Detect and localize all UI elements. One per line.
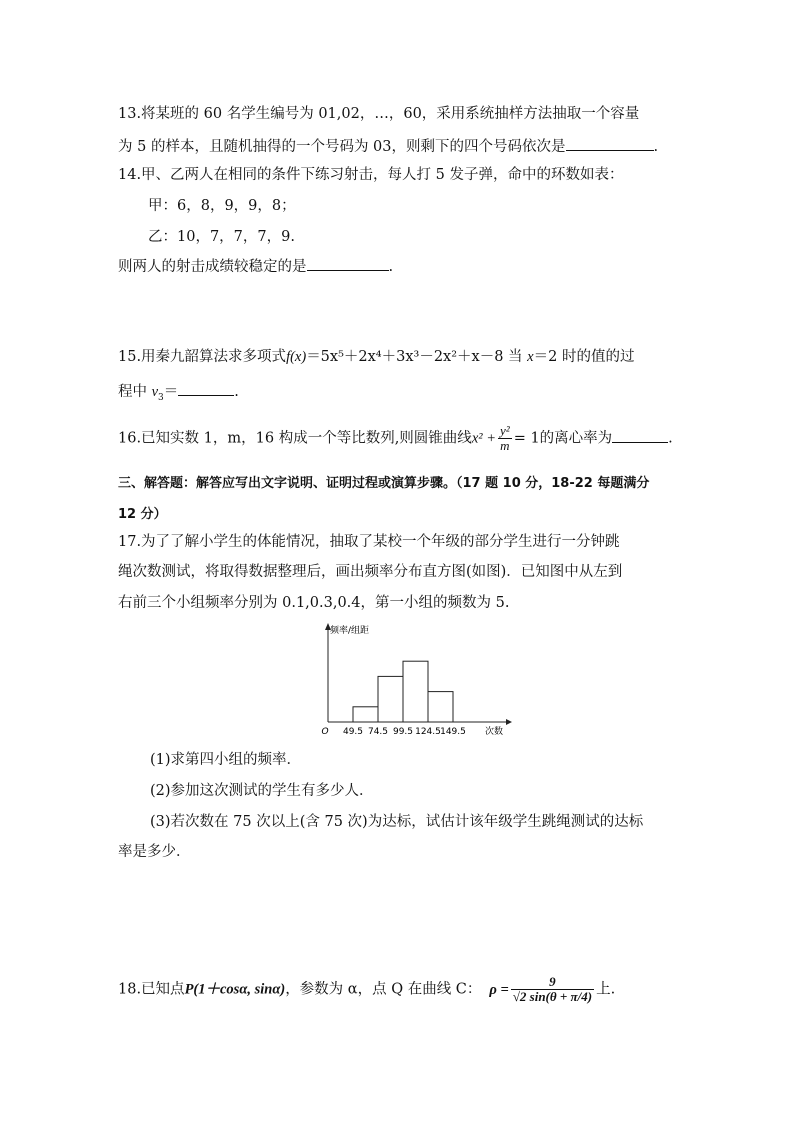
q15-line2: [118, 379, 239, 408]
q15-v: v: [151, 384, 159, 400]
q14-line1: 14.甲、乙两人在相同的条件下练习射击，每人打 5 发子弹，命中的环数如表：: [118, 167, 624, 183]
q14-yi: 乙：10，7，7，7，9.: [148, 229, 295, 245]
q15-answer-blank: [178, 379, 234, 396]
x-axis-arrow: [506, 719, 512, 725]
q18-fraction: [511, 975, 594, 1004]
q14-period: .: [388, 259, 394, 275]
x-tick-label: 49.5: [342, 727, 364, 737]
q17-sub2: (2)参加这次测试的学生有多少人．: [150, 783, 374, 799]
histogram-bar: [353, 707, 378, 722]
q15-x: x: [527, 349, 534, 365]
q17-sub3a: (3)若次数在 75 次以上(含 75 次)为达标，试估计该年级学生跳绳测试的达标: [150, 814, 644, 830]
q17-line1: 17.为了了解小学生的体能情况，抽取了某校一个年级的部分学生进行一分钟跳: [118, 534, 620, 550]
q15-line2-prefix: 程中: [118, 384, 152, 400]
x-tick-label: 99.5: [392, 727, 414, 737]
q14-line4: [118, 254, 393, 277]
q17-sub3b: 率是多少．: [118, 844, 191, 860]
q16-x2: x² +: [471, 430, 497, 447]
q16-prefix: 16.已知实数 1，m，16 构成一个等比数列,则圆锥曲线: [118, 430, 472, 447]
origin-label: O: [321, 727, 329, 737]
q14-answer-blank: [307, 254, 389, 271]
q18-line: [118, 975, 615, 1004]
section3-line2: 12 分）: [118, 507, 167, 522]
x-axis-label: 次数: [484, 727, 504, 737]
section3-line1: 三、解答题：解答应写出文字说明、证明过程或演算步骤。（17 题 10 分，18-22 每题满分: [118, 476, 650, 491]
q16-fraction: [498, 424, 512, 453]
q15-cond: ＝2 时的值的过: [533, 349, 635, 365]
q18-denominator: √2 sin(θ + π/4): [512, 989, 593, 1004]
q16-numerator: y²: [500, 423, 510, 438]
histogram-bar: [378, 676, 403, 722]
q18-rho: ρ =: [489, 981, 509, 998]
q16-period: .: [668, 430, 673, 447]
q15-prefix: 15.用秦九韶算法求多项式: [118, 349, 287, 365]
q13-answer-blank: [566, 134, 654, 151]
q16-denominator: m: [500, 438, 510, 453]
q15-polynomial: ＝5x⁵＋2x⁴＋3x³－2x²＋x－8: [306, 349, 504, 365]
x-tick-label: 74.5: [367, 727, 389, 737]
q13-period: .: [653, 139, 659, 155]
x-tick-label: 149.5: [440, 727, 466, 737]
q18-suffix: 上.: [596, 981, 616, 998]
q16-line1: [118, 424, 673, 453]
q17-line2: 绳次数测试，将取得数据整理后，画出频率分布直方图(如图)．已知图中从左到: [118, 564, 623, 580]
q13-line1: 13.将某班的 60 名学生编号为 01,02，…，60，采用系统抽样方法抽取一个容量: [118, 106, 640, 122]
q15-eq: ＝: [163, 384, 179, 400]
histogram-bar: [428, 692, 453, 722]
q16-eq1: = 1: [513, 430, 540, 447]
q13-line2: [118, 134, 658, 157]
q15-period: .: [234, 384, 239, 400]
q14-text: 则两人的射击成绩较稳定的是: [118, 259, 307, 275]
q14-jia: 甲：6，8，9，9，8；: [148, 198, 296, 214]
histogram-bar: [403, 661, 428, 722]
frequency-histogram: [310, 622, 515, 740]
q18-prefix: 18.已知点: [118, 981, 185, 998]
q18-mid: ，参数为 α，点 Q 在曲线 C：: [285, 981, 482, 998]
q15-v-sub: 3: [158, 392, 164, 403]
q17-line3: 右前三个小组频率分别为 0.1,0.3,0.4，第一小组的频数为 5.: [118, 595, 510, 611]
y-axis-label: 频率/组距: [330, 626, 370, 636]
q16-answer-blank: [612, 426, 668, 443]
q15-mid: 当: [503, 349, 528, 365]
q17-sub1: (1)求第四小组的频率．: [150, 752, 302, 768]
q15-fx: f(x): [286, 349, 307, 365]
q13-text: 为 5 的样本，且随机抽得的一个号码为 03，则剩下的四个号码依次是: [118, 139, 566, 155]
x-tick-label: 124.5: [415, 727, 441, 737]
q18-point-formula: P(1＋cosα, sinα): [184, 981, 286, 998]
q16-suffix: 的离心率为: [539, 430, 613, 447]
q15-line1: [118, 347, 634, 367]
q18-numerator: 9: [511, 975, 594, 990]
